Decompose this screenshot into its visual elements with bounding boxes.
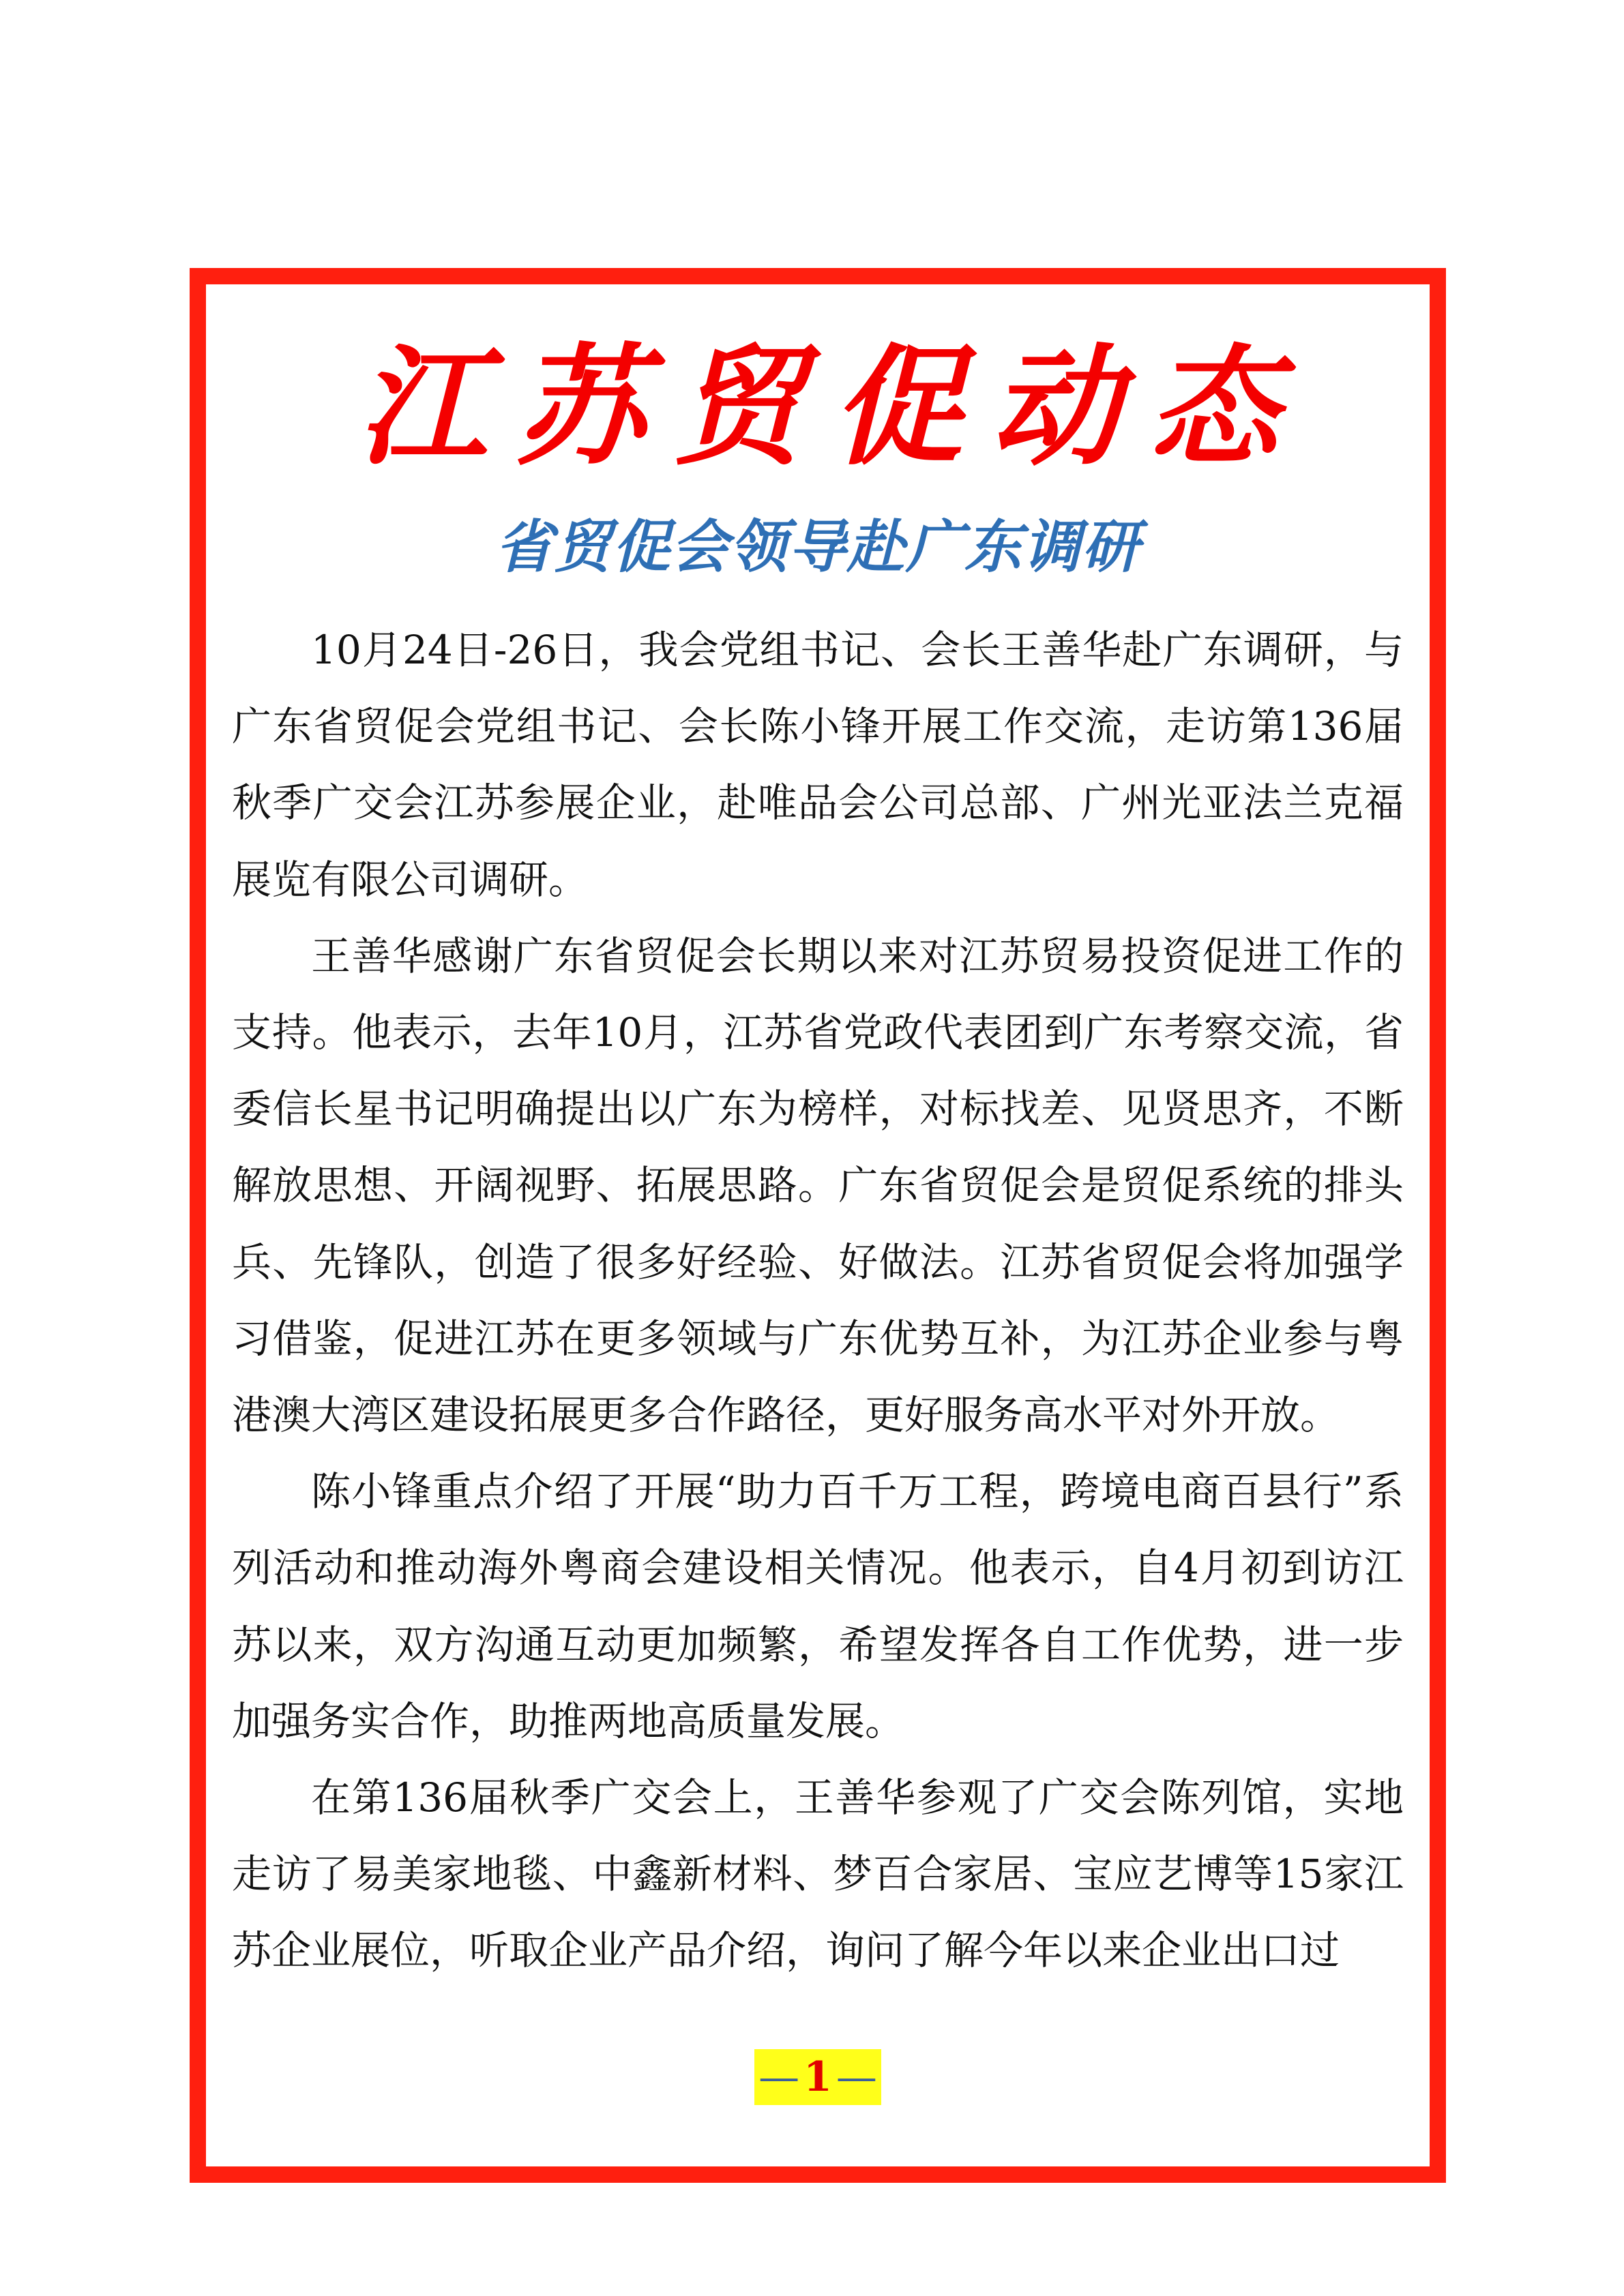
article-body bbox=[232, 612, 1404, 1989]
page-dash-right: — bbox=[836, 2053, 877, 2101]
paragraph-3: 陈小锋重点介绍了开展“助力百千万工程，跨境电商百县行”系列活动和推动海外粤商会建设相关情况。他表示，自4月初到访江苏以来，双方沟通互动更加频繁，希望发挥各自工作优势，进一步加强务实合作，助推两地高质量发展。 bbox=[232, 1468, 1404, 1744]
page-number bbox=[206, 2049, 1430, 2105]
page-number-badge bbox=[754, 2049, 881, 2105]
newsletter-frame bbox=[190, 268, 1446, 2183]
paragraph-4: 在第136届秋季广交会上，王善华参观了广交会陈列馆，实地走访了易美家地毯、中鑫新材料、梦百合家居、宝应艺博等15家江苏企业展位，听取企业产品介绍，询问了解今年以来企业出口过 bbox=[232, 1774, 1404, 1974]
masthead-title: 江苏贸促动态 bbox=[357, 331, 1307, 483]
paragraph-2: 王善华感谢广东省贸促会长期以来对江苏贸易投资促进工作的支持。他表示，去年10月，江苏省党政代表团到广东考察交流，省委信长星书记明确提出以广东为榜样，对标找差、见贤思齐，不断解放思想、开阔视野、拓展思路。广东省贸促会是贸促系统的排头兵、先锋队，创造了很多好经验、好做法。江苏省贸促会将加强学习借鉴，促进江苏在更多领域与广东优势互补，为江苏企业参与粤港澳大湾区建设拓展更多合作路径，更好服务高水平对外开放。 bbox=[232, 932, 1404, 1439]
article-headline: 省贸促会领导赴广东调研 bbox=[494, 513, 1140, 580]
page-number-value: 1 bbox=[803, 2053, 832, 2101]
paragraph-1: 10月24日-26日，我会党组书记、会长王善华赴广东调研，与广东省贸促会党组书记、会长陈小锋开展工作交流，走访第136届秋季广交会江苏参展企业，赴唯品会公司总部、广州光亚法兰克福展览有限公司调研。 bbox=[232, 627, 1404, 903]
page-dash-left: — bbox=[758, 2053, 800, 2101]
